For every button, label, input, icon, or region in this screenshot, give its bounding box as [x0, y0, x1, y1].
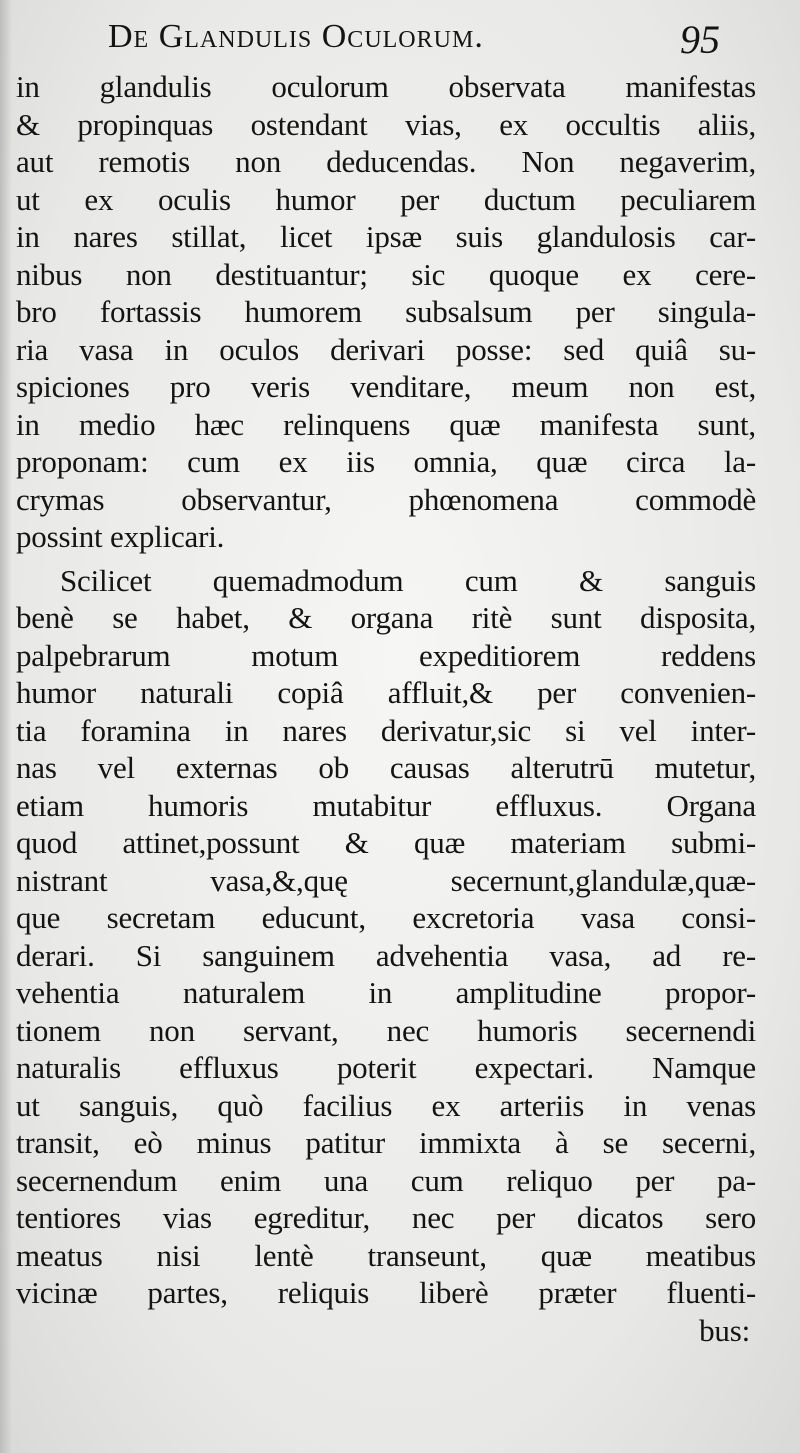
text-line: bro fortassis humorem subsalsum per singula-	[16, 294, 756, 329]
text-line: nas vel externas ob causas alterutrū mutetur,	[16, 750, 756, 785]
text-line: nibus non destituantur; sic quoque ex cere-	[16, 256, 756, 292]
text-line: vehentia naturalem in amplitudine propor-	[16, 975, 756, 1010]
text-line: ut ex oculis humor per ductum peculiarem	[16, 181, 756, 217]
text-line: transit, eò minus patitur immixta à se secerni,	[16, 1125, 756, 1160]
text-line: proponam: cum ex iis omnia, quæ circa la-	[16, 444, 756, 479]
text-line: vicinæ partes, reliquis liberè præter fluenti-	[16, 1275, 756, 1310]
body-text	[16, 68, 756, 1349]
catchword: bus:	[699, 1312, 750, 1348]
page-header	[0, 14, 800, 64]
text-line: in glandulis oculorum observata manifestas	[16, 69, 756, 104]
text-line: benè se habet, & organa ritè sunt disposita,	[16, 600, 756, 635]
text-line: etiam humoris mutabitur effluxus. Organa	[16, 787, 756, 823]
text-line: que secretam educunt, excretoria vasa consi-	[16, 900, 756, 935]
text-line: ut sanguis, quò facilius ex arteriis in venas	[16, 1087, 756, 1123]
text-line: naturalis effluxus poterit expectari. Namque	[16, 1050, 756, 1085]
text-line: in medio hæc relinquens quæ manifesta sunt,	[16, 406, 756, 442]
text-line: meatus nisi lentè transeunt, quæ meatibus	[16, 1237, 756, 1273]
text-line: spiciones pro veris venditare, meum non est,	[16, 369, 756, 404]
text-line: quod attinet,possunt & quæ materiam submi-	[16, 825, 756, 860]
text-line: humor naturali copiâ affluit,& per convenien-	[16, 675, 756, 710]
text-line: secernendum enim una cum reliquo per pa-	[16, 1162, 756, 1198]
text-line: & propinquas ostendant vias, ex occultis aliis,	[16, 106, 756, 142]
text-line: tionem non servant, nec humoris secernendi	[16, 1012, 756, 1048]
text-line: derari. Si sanguinem advehentia vasa, ad re-	[16, 937, 756, 973]
text-line: aut remotis non deducendas. Non negaverim,	[16, 144, 756, 179]
paragraph-start-line: Scilicet quemadmodum cum & sanguis	[60, 562, 756, 598]
text-line: nistrant vasa,&,quę secernunt,glandulæ,quæ-	[16, 862, 756, 898]
running-head: De Glandulis Oculorum.	[108, 18, 484, 55]
text-line: tia foramina in nares derivatur,sic si vel inter-	[16, 712, 756, 748]
text-line: ria vasa in oculos derivari posse: sed quiâ su-	[16, 331, 756, 367]
text-line: in nares stillat, licet ipsæ suis glandulosis car-	[16, 219, 756, 254]
text-line: tentiores vias egreditur, nec per dicatos sero	[16, 1200, 756, 1235]
text-line: palpebrarum motum expeditiorem reddens	[16, 637, 756, 673]
paragraph-end-line: possint explicari.	[16, 519, 225, 554]
text-line: crymas observantur, phœnomena commodè	[16, 481, 756, 517]
page-number: 95	[680, 17, 720, 62]
